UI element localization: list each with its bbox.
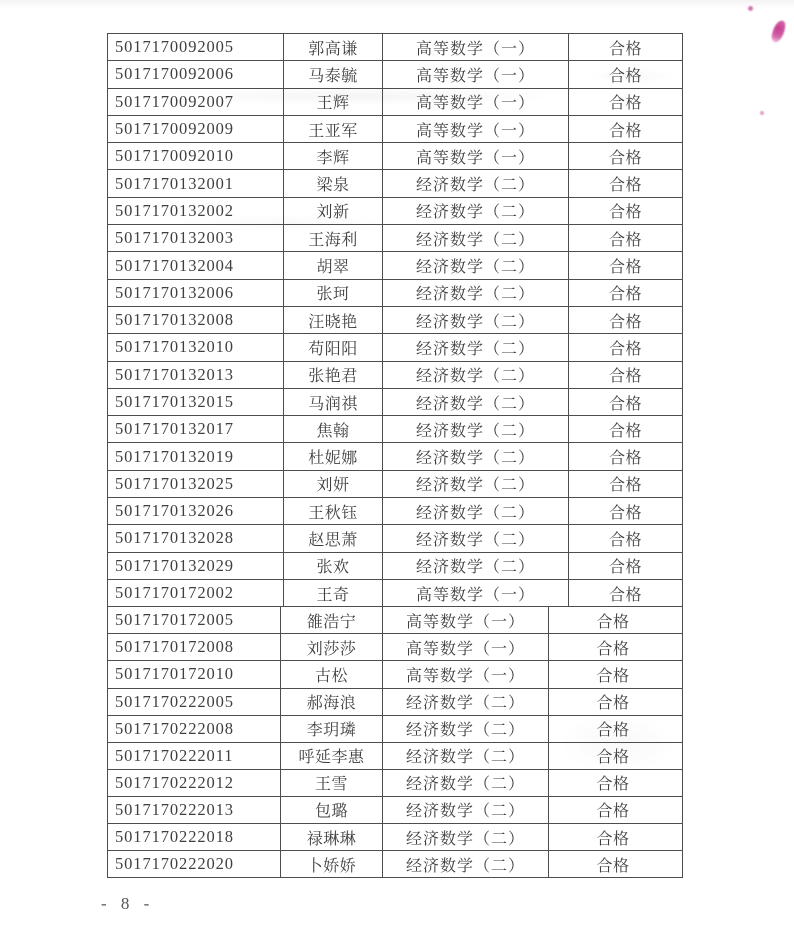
result-cell: 合格: [596, 803, 630, 821]
student-id-cell: 5017170222018: [108, 824, 281, 850]
student-name-cell: 赵思萧: [284, 525, 383, 551]
student-name-cell: 胡翠: [284, 252, 383, 278]
student-id-cell: 5017170172005: [108, 607, 281, 633]
student-id-cell: 5017170132015: [108, 389, 284, 415]
course-name-cell: 经济数学（二）: [383, 498, 569, 524]
student-name-cell: 李辉: [284, 143, 383, 169]
table-row: [108, 389, 682, 416]
student-id-cell: 5017170222005: [108, 689, 281, 715]
student-id-cell: 5017170092010: [108, 143, 284, 169]
table-row: [108, 416, 682, 443]
student-id-cell: 5017170092006: [108, 61, 284, 87]
student-name-cell: 郭高谦: [284, 34, 383, 60]
result-cell: 合格: [608, 559, 642, 577]
course-name-cell: 高等数学（一）: [383, 143, 569, 169]
table-row: [108, 89, 682, 116]
course-name-cell: 经济数学（二）: [383, 443, 569, 469]
student-id-cell: 5017170132013: [108, 362, 284, 388]
course-name-cell: 经济数学（二）: [383, 689, 549, 715]
result-cell: 合格: [608, 259, 642, 277]
result-cell: 合格: [608, 450, 642, 468]
course-name-cell: 经济数学（二）: [383, 389, 569, 415]
course-name-cell: 经济数学（二）: [383, 252, 569, 278]
student-name-cell: 梁泉: [284, 170, 383, 196]
table-row: [108, 553, 682, 580]
course-name-cell: 经济数学（二）: [383, 225, 569, 251]
table-row: [108, 580, 682, 606]
table-row: [108, 225, 682, 252]
result-cell: 合格: [608, 340, 642, 358]
student-id-cell: 5017170132028: [108, 525, 284, 551]
table-row: [108, 61, 682, 88]
student-id-cell: 5017170132019: [108, 443, 284, 469]
pink-ink-artifact: [748, 6, 753, 11]
table-row: [108, 525, 682, 552]
student-name-cell: 汪晓艳: [284, 307, 383, 333]
result-cell: 合格: [608, 40, 642, 58]
student-name-cell: 卜娇娇: [281, 851, 383, 877]
result-cell: 合格: [608, 586, 642, 604]
student-name-cell: 刘莎莎: [281, 634, 383, 660]
table-row: [108, 471, 682, 498]
student-id-cell: 5017170172008: [108, 634, 281, 660]
student-name-cell: 王海利: [284, 225, 383, 251]
student-id-cell: 5017170132010: [108, 334, 284, 360]
table-row: [108, 498, 682, 525]
result-cell: 合格: [608, 422, 642, 440]
student-id-cell: 5017170132006: [108, 280, 284, 306]
course-name-cell: 经济数学（二）: [383, 334, 569, 360]
table-row: [108, 716, 682, 743]
student-name-cell: 苟阳阳: [284, 334, 383, 360]
result-cell: 合格: [608, 395, 642, 413]
student-name-cell: 呼延李惠: [281, 743, 383, 769]
table-section-upper: [107, 33, 683, 607]
table-section-lower: [107, 606, 683, 878]
student-id-cell: 5017170132004: [108, 252, 284, 278]
result-cell: 合格: [596, 667, 630, 685]
course-name-cell: 经济数学（二）: [383, 471, 569, 497]
student-name-cell: 刘妍: [284, 471, 383, 497]
student-name-cell: 王秋钰: [284, 498, 383, 524]
course-name-cell: 高等数学（一）: [383, 634, 549, 660]
result-cell: 合格: [608, 204, 642, 222]
page-number: - 8 -: [101, 894, 155, 913]
course-name-cell: 高等数学（一）: [383, 661, 549, 687]
student-name-cell: 焦翰: [284, 416, 383, 442]
result-cell: 合格: [608, 504, 642, 522]
student-name-cell: 杜妮娜: [284, 443, 383, 469]
course-name-cell: 高等数学（一）: [383, 607, 549, 633]
student-name-cell: 马润祺: [284, 389, 383, 415]
student-name-cell: 郝海浪: [281, 689, 383, 715]
course-name-cell: 经济数学（二）: [383, 416, 569, 442]
result-cell: 合格: [608, 149, 642, 167]
scanner-edge-shadow: [0, 0, 794, 9]
student-id-cell: 5017170132001: [108, 170, 284, 196]
course-name-cell: 高等数学（一）: [383, 61, 569, 87]
result-cell: 合格: [596, 776, 630, 794]
student-name-cell: 张珂: [284, 280, 383, 306]
student-id-cell: 5017170092007: [108, 89, 284, 115]
table-row: [108, 443, 682, 470]
result-cell: 合格: [608, 231, 642, 249]
table-row: [108, 143, 682, 170]
student-id-cell: 5017170132008: [108, 307, 284, 333]
result-cell: 合格: [608, 313, 642, 331]
student-id-cell: 5017170132017: [108, 416, 284, 442]
student-name-cell: 王奇: [284, 580, 383, 606]
course-name-cell: 经济数学（二）: [383, 307, 569, 333]
student-name-cell: 王雪: [281, 770, 383, 796]
student-id-cell: 5017170172002: [108, 580, 284, 606]
student-name-cell: 张艳君: [284, 362, 383, 388]
student-id-cell: 5017170172010: [108, 661, 281, 687]
student-name-cell: 张欢: [284, 553, 383, 579]
exam-results-table: [107, 33, 683, 878]
result-cell: 合格: [596, 613, 630, 631]
course-name-cell: 经济数学（二）: [383, 280, 569, 306]
student-name-cell: 古松: [281, 661, 383, 687]
course-name-cell: 经济数学（二）: [383, 851, 549, 877]
result-cell: 合格: [608, 477, 642, 495]
table-row: [108, 307, 682, 334]
result-cell: 合格: [608, 122, 642, 140]
table-row: [108, 198, 682, 225]
table-row: [108, 634, 682, 661]
result-cell: 合格: [596, 857, 630, 875]
course-name-cell: 经济数学（二）: [383, 824, 549, 850]
result-cell: 合格: [596, 830, 630, 848]
result-cell: 合格: [608, 531, 642, 549]
student-id-cell: 5017170132002: [108, 198, 284, 224]
course-name-cell: 经济数学（二）: [383, 770, 549, 796]
table-row: [108, 280, 682, 307]
student-name-cell: 禄琳琳: [281, 824, 383, 850]
result-cell: 合格: [608, 67, 642, 85]
table-row: [108, 334, 682, 361]
student-name-cell: 包璐: [281, 797, 383, 823]
table-row: [108, 116, 682, 143]
student-name-cell: 李玥璘: [281, 716, 383, 742]
course-name-cell: 高等数学（一）: [383, 116, 569, 142]
student-name-cell: 雒浩宁: [281, 607, 383, 633]
course-name-cell: 高等数学（一）: [383, 580, 569, 606]
table-row: [108, 824, 682, 851]
result-cell: 合格: [608, 177, 642, 195]
pink-ink-artifact: [770, 19, 788, 44]
student-id-cell: 5017170092005: [108, 34, 284, 60]
student-id-cell: 5017170222013: [108, 797, 281, 823]
pink-ink-artifact: [760, 111, 764, 115]
student-id-cell: 5017170222011: [108, 743, 281, 769]
table-row: [108, 362, 682, 389]
table-row: [108, 252, 682, 279]
course-name-cell: 经济数学（二）: [383, 716, 549, 742]
table-row: [108, 34, 682, 61]
student-name-cell: 王亚军: [284, 116, 383, 142]
course-name-cell: 高等数学（一）: [383, 34, 569, 60]
table-row: [108, 797, 682, 824]
student-name-cell: 王辉: [284, 89, 383, 115]
result-cell: 合格: [608, 368, 642, 386]
course-name-cell: 经济数学（二）: [383, 525, 569, 551]
table-row: [108, 661, 682, 688]
result-cell: 合格: [608, 286, 642, 304]
course-name-cell: 经济数学（二）: [383, 553, 569, 579]
course-name-cell: 经济数学（二）: [383, 797, 549, 823]
result-cell: 合格: [596, 695, 630, 713]
table-row: [108, 689, 682, 716]
student-id-cell: 5017170222012: [108, 770, 281, 796]
course-name-cell: 经济数学（二）: [383, 743, 549, 769]
table-row: [108, 607, 682, 634]
course-name-cell: 经济数学（二）: [383, 362, 569, 388]
course-name-cell: 经济数学（二）: [383, 198, 569, 224]
student-name-cell: 马泰毓: [284, 61, 383, 87]
result-cell: 合格: [596, 640, 630, 658]
student-id-cell: 5017170132003: [108, 225, 284, 251]
student-id-cell: 5017170222008: [108, 716, 281, 742]
result-cell: 合格: [596, 749, 630, 767]
student-id-cell: 5017170222020: [108, 851, 281, 877]
table-row: [108, 770, 682, 797]
table-row: [108, 851, 682, 877]
result-cell: 合格: [608, 95, 642, 113]
course-name-cell: 经济数学（二）: [383, 170, 569, 196]
student-id-cell: 5017170132025: [108, 471, 284, 497]
student-id-cell: 5017170092009: [108, 116, 284, 142]
table-row: [108, 170, 682, 197]
table-row: [108, 743, 682, 770]
student-id-cell: 5017170132026: [108, 498, 284, 524]
course-name-cell: 高等数学（一）: [383, 89, 569, 115]
student-name-cell: 刘新: [284, 198, 383, 224]
student-id-cell: 5017170132029: [108, 553, 284, 579]
result-cell: 合格: [596, 722, 630, 740]
